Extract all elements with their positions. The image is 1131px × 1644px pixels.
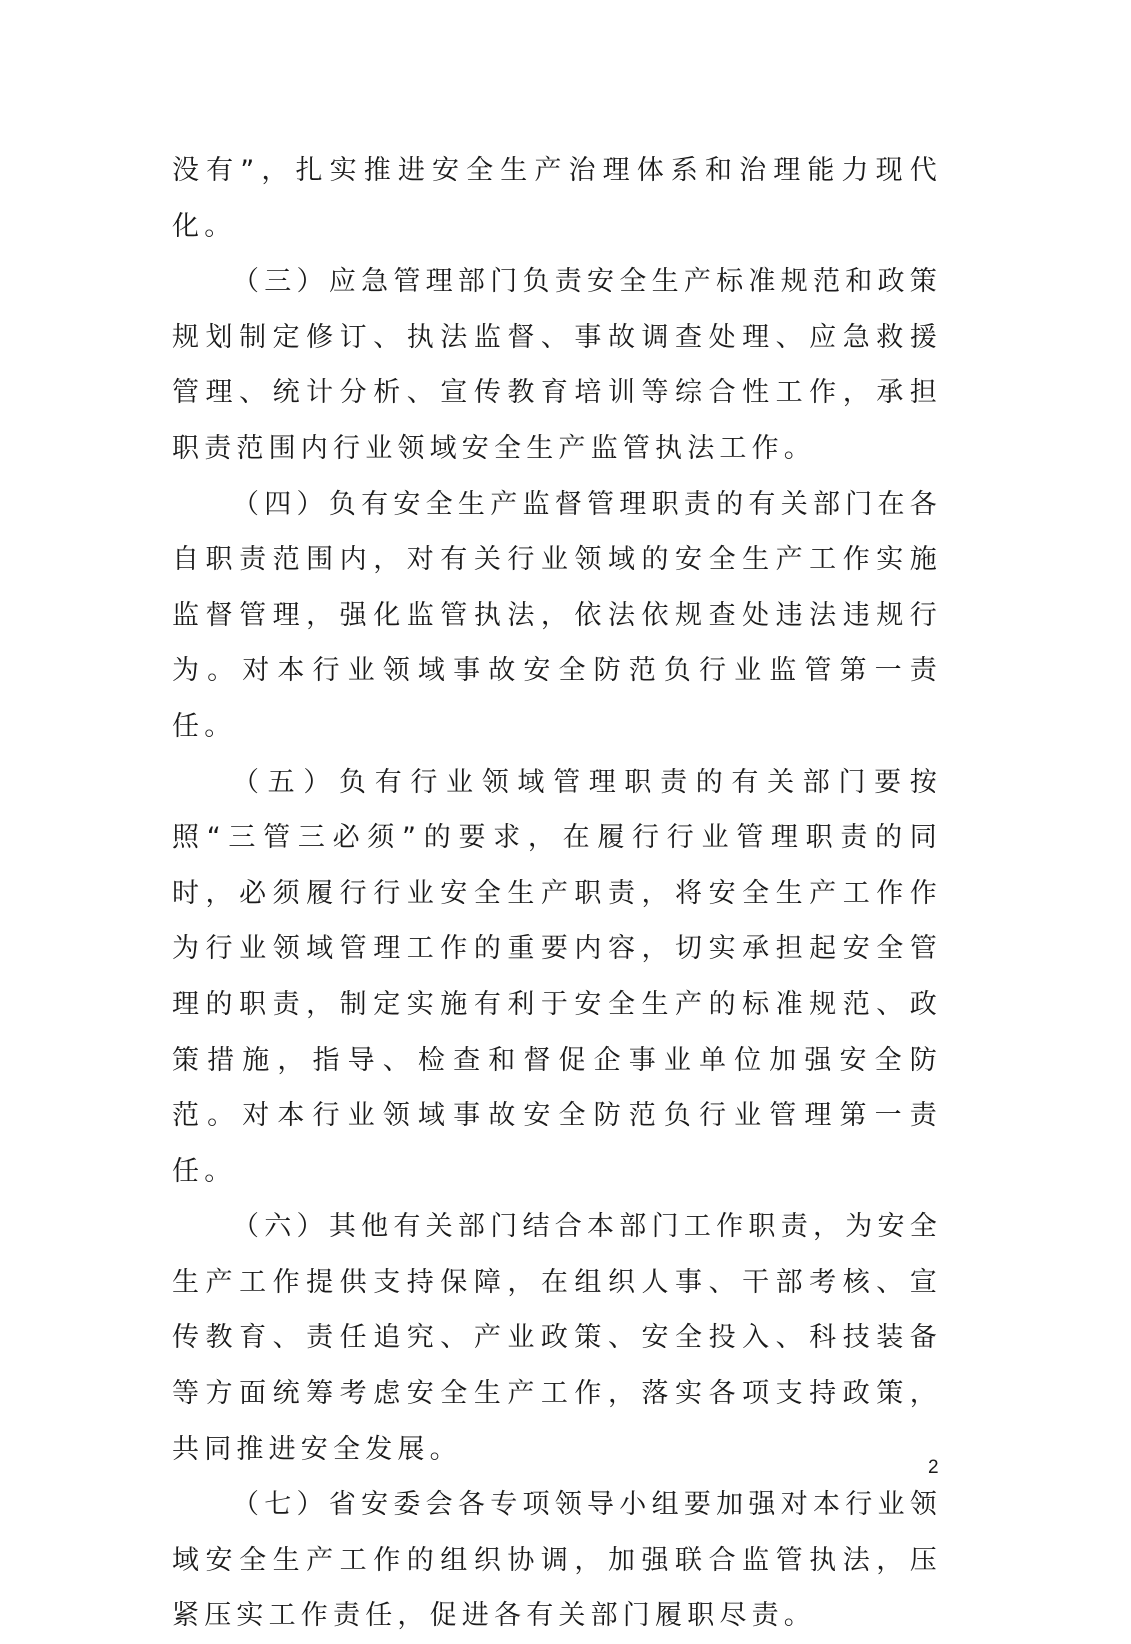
paragraph-continuation: 没有”，扎实推进安全生产治理体系和治理能力现代化。 bbox=[172, 155, 942, 242]
paragraph-item-5: （五）负有行业领域管理职责的有关部门要按照“三管三必须”的要求，在履行行业管理职责的同时，必须履行行业安全生产职责，将安全生产工作作为行业领域管理工作的重要内容，切实承担起安全管理的职责，制定实施有利于安全生产的标准规范、政策措施，指导、检查和督促企事业单位加强安全防范。对本行业领域事故安全防范负行业管理第一责任。 bbox=[172, 766, 942, 1187]
document-body bbox=[172, 143, 942, 1644]
paragraph-item-7: （七）省安委会各专项领导小组要加强对本行业领域安全生产工作的组织协调，加强联合监管执法，压紧压实工作责任，促进各有关部门履职尽责。 bbox=[172, 1489, 942, 1632]
page-number: 2 bbox=[928, 1457, 939, 1478]
paragraph-item-6: （六）其他有关部门结合本部门工作职责，为安全生产工作提供支持保障，在组织人事、干部考核、宣传教育、责任追究、产业政策、安全投入、科技装备等方面统筹考虑安全生产工作，落实各项支持政策，共同推进安全发展。 bbox=[172, 1211, 942, 1465]
paragraph-item-3: （三）应急管理部门负责安全生产标准规范和政策规划制定修订、执法监督、事故调查处理、应急救援管理、统计分析、宣传教育培训等综合性工作，承担职责范围内行业领域安全生产监管执法工作。 bbox=[172, 266, 942, 464]
paragraph-item-4: （四）负有安全生产监督管理职责的有关部门在各自职责范围内，对有关行业领域的安全生产工作实施监督管理，强化监管执法，依法依规查处违法违规行为。对本行业领域事故安全防范负行业监管第一责任。 bbox=[172, 488, 942, 742]
